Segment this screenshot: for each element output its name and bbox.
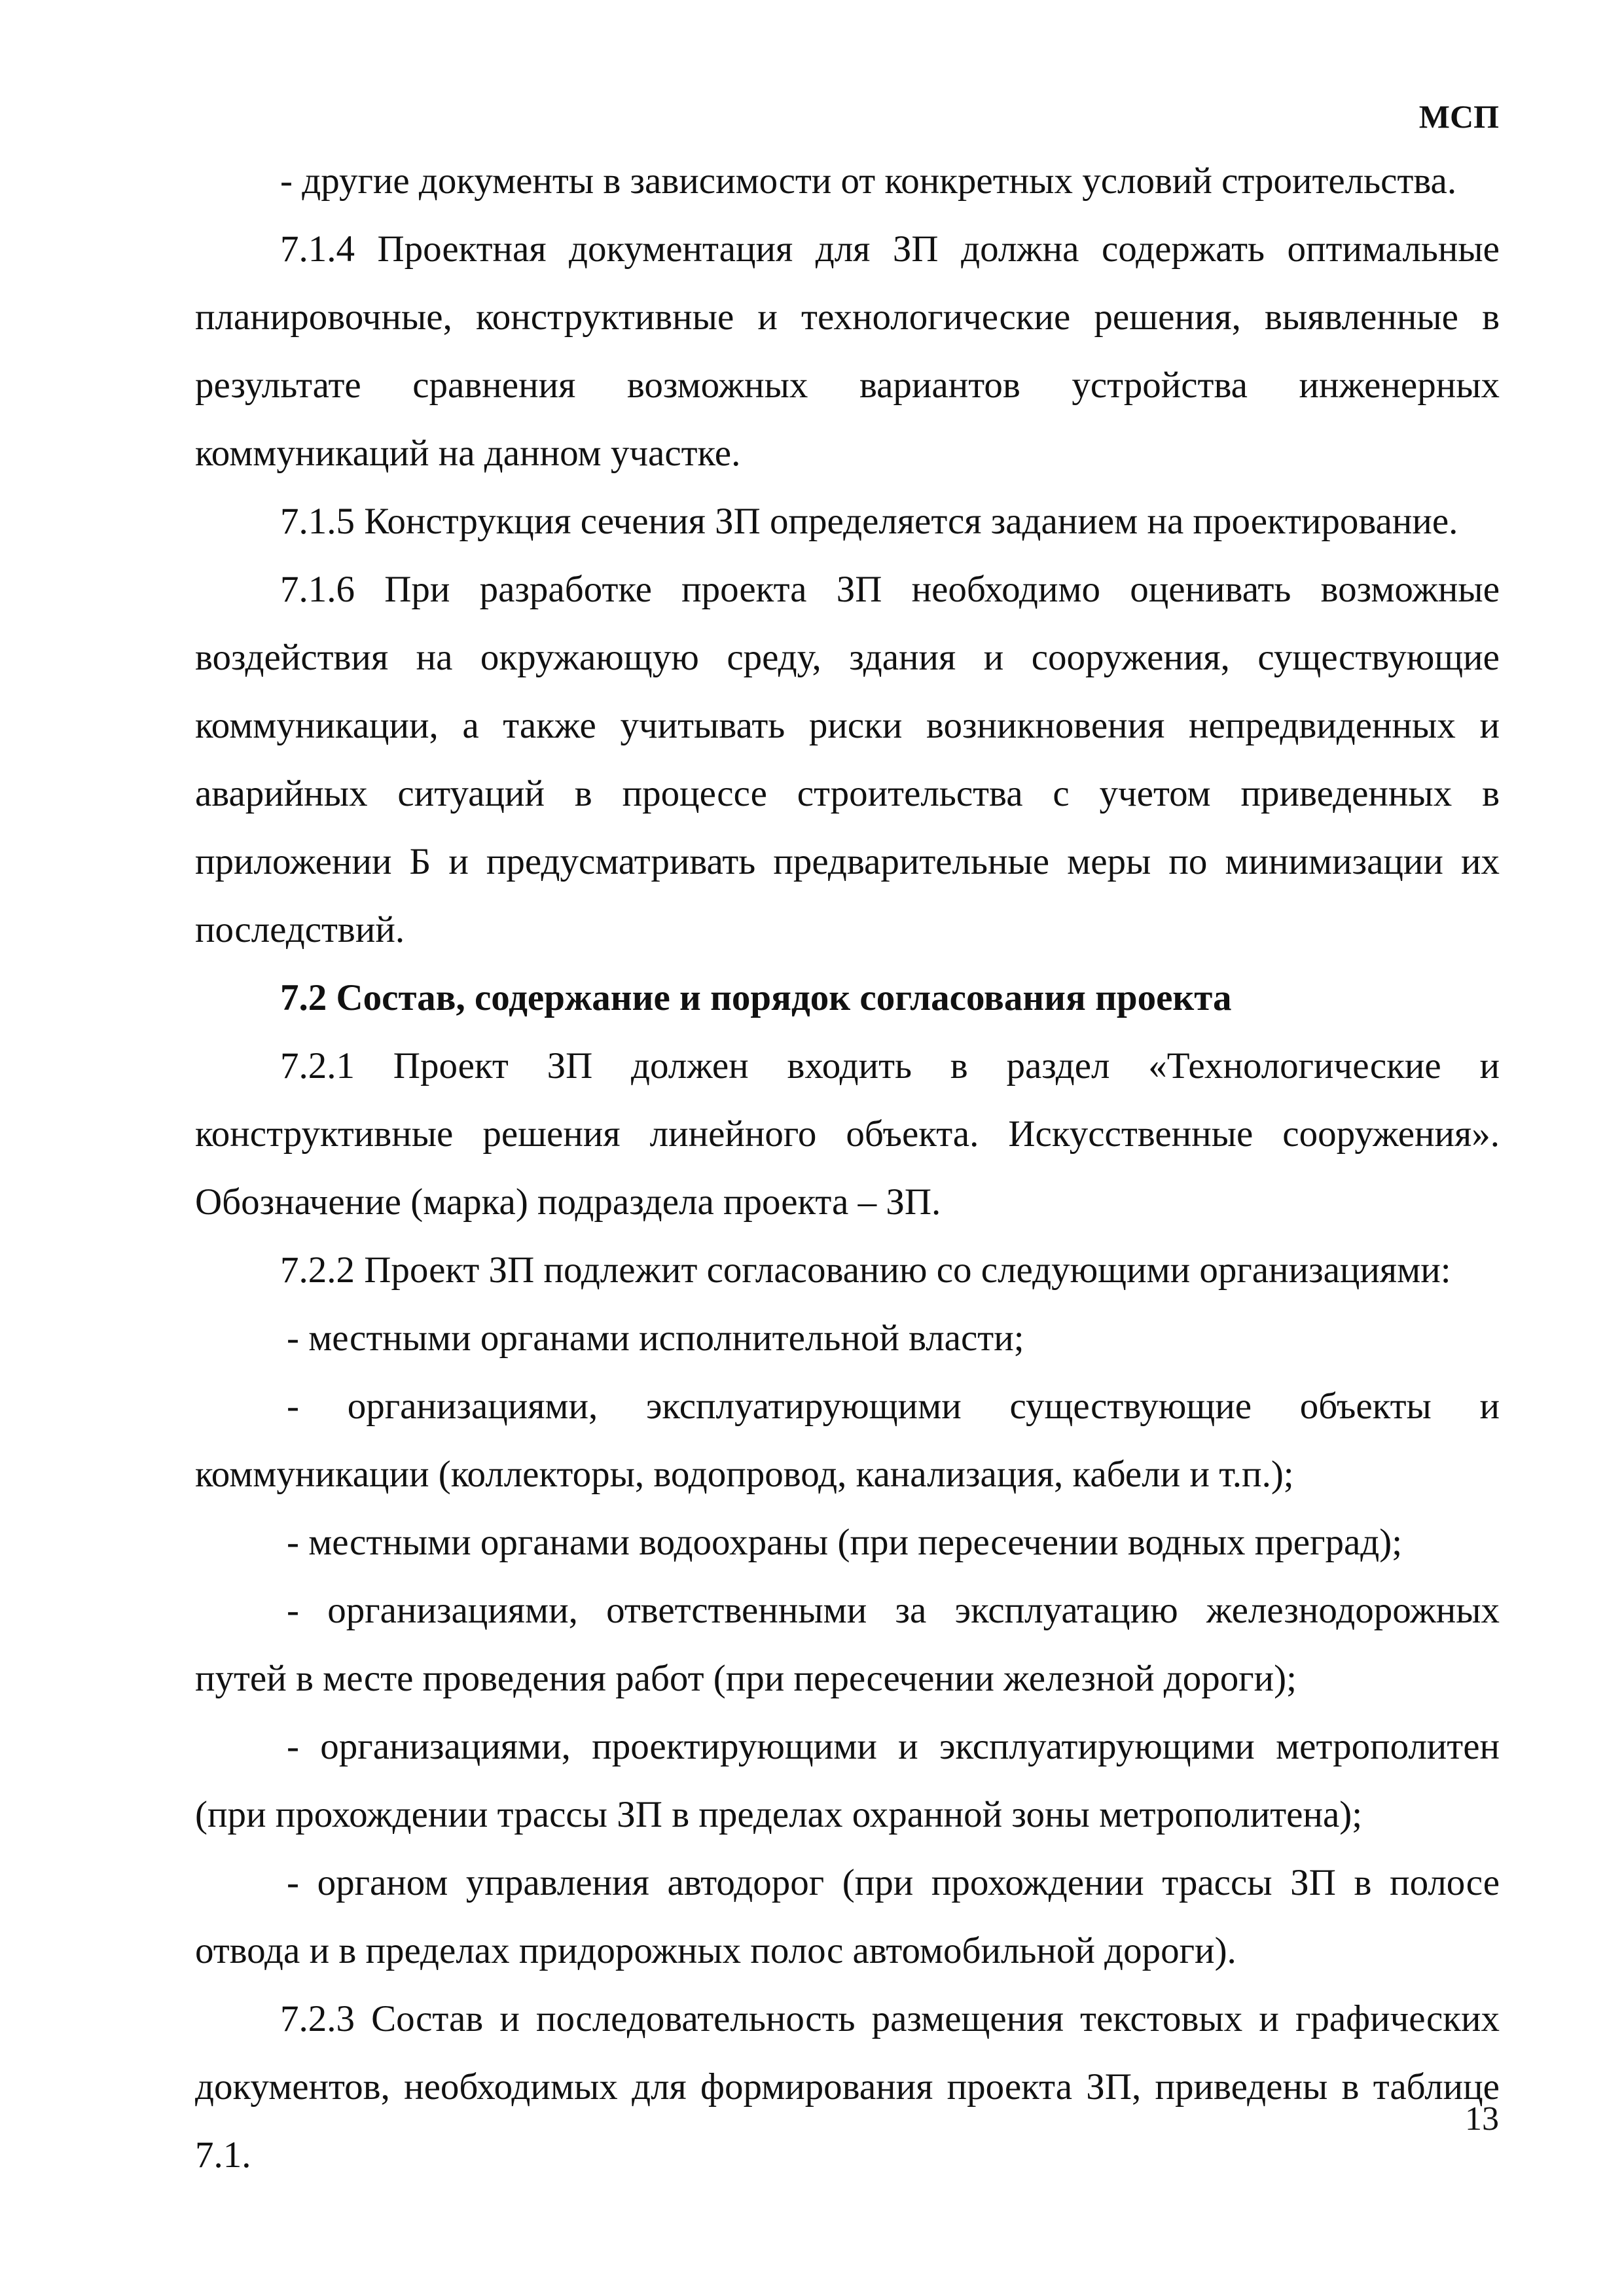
paragraph-7-1-5: 7.1.5 Конструкция сечения ЗП определяется заданием на проектирование. (280, 501, 1458, 542)
page-number: 13 (1465, 2100, 1499, 2138)
paragraph-7-1-4: 7.1.4 Проектная документация для ЗП должна содержать оптимальные планировочные, конструктивные и технологические решения, выявленные в результате сравнения возможных вариантов устройства инженерных коммуникаций на данном участке. (195, 228, 1500, 474)
list-item-executive-authorities: - местными органами исполнительной власти; (287, 1318, 1024, 1359)
paragraph-7-2-3: 7.2.3 Состав и последовательность размещения текстовых и графических документов, необходимых для формирования проекта ЗП, приведены в таблице 7.1. (195, 1998, 1500, 2176)
document-code: МСП (1418, 98, 1499, 135)
paragraph-other-documents: - другие документы в зависимости от конкретных условий строительства. (280, 160, 1457, 202)
list-item-road-authority: - органом управления автодорог (при прохождении трассы ЗП в полосе отвода и в пределах придорожных полос автомобильной дороги). (195, 1862, 1500, 1971)
paragraph-7-1-6: 7.1.6 При разработке проекта ЗП необходимо оценивать возможные воздействия на окружающую среду, здания и сооружения, существующие коммуникации, а также учитывать риски возникновения непредвиденных и аварийных ситуаций в процессе строительства с учетом приведенных в приложении Б и предусматривать предварительные меры по минимизации их последствий. (195, 569, 1500, 950)
paragraph-7-2-1: 7.2.1 Проект ЗП должен входить в раздел «Технологические и конструктивные решения линейного объекта. Искусственные сооружения». Обозначение (марка) подраздела проекта – ЗП. (195, 1045, 1500, 1223)
paragraph-7-2-2: 7.2.2 Проект ЗП подлежит согласованию со следующими организациями: (280, 1249, 1451, 1291)
list-item-metro-organizations: - организациями, проектирующими и эксплуатирующими метрополитен (при прохождении трассы ЗП в пределах охранной зоны метрополитена); (195, 1726, 1500, 1835)
section-heading-7-2: 7.2 Состав, содержание и порядок согласования проекта (280, 977, 1232, 1018)
list-item-water-protection: - местными органами водоохраны (при пересечении водных преград); (287, 1522, 1403, 1563)
list-item-utility-operators: - организациями, эксплуатирующими существующие объекты и коммуникации (коллекторы, водопровод, канализация, кабели и т.п.); (195, 1386, 1500, 1495)
page-body (195, 147, 1500, 2189)
list-item-railway-operators: - организациями, ответственными за эксплуатацию железнодорожных путей в месте проведения работ (при пересечении железной дороги); (195, 1590, 1500, 1699)
